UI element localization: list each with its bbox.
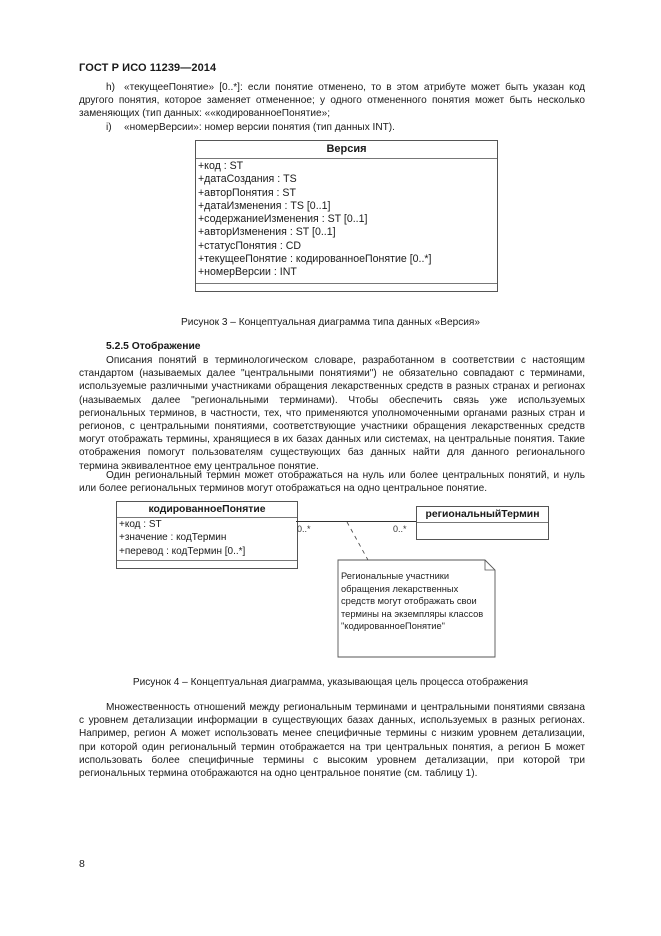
uml-operations [196, 284, 497, 291]
uml-attribute: +авторПонятия : ST [198, 186, 296, 199]
closing-paragraph: Множественность отношений между региональным терминами и центральными понятиями связана с уровнем детализации информации в существующих базах данных, используемых в разных регионах. Например, регион А может использовать менее специфичные термины с низким уровнем детализации, при которой один региональный термин отображается на три центральных понятия, а регион Б может использовать более специфичные термины с высоким уровнем детализации, при которой три региональных термина отображаются на одно центральное понятие (см. таблицу 1). [79, 702, 585, 780]
uml-operations [117, 561, 297, 568]
list-item-h [79, 81, 585, 121]
multiplicity-right: 0..* [393, 524, 407, 534]
uml-class-title: Версия [196, 141, 497, 159]
note-line: термины на экземпляры классов [341, 608, 484, 619]
uml-note-text [341, 570, 501, 633]
uml-attribute: +датаИзменения : TS [0..1] [198, 199, 331, 212]
uml-attribute: +код : ST [198, 160, 244, 172]
document-header: ГОСТ Р ИСО 11239—2014 [79, 62, 217, 74]
page-number: 8 [79, 858, 85, 870]
multiplicity-left: 0..* [297, 524, 311, 534]
uml-attribute: +текущееПонятие : кодированноеПонятие [0..*] [198, 253, 432, 266]
list-item-text: «номерВерсии»: номер версии понятия (тип данных INT). [124, 122, 395, 133]
note-line: средств могут отображать свои [341, 596, 477, 607]
list-marker: h) [106, 82, 115, 93]
uml-attribute: +статусПонятия : CD [198, 239, 302, 252]
uml-attribute: +значение : кодТермин [119, 532, 227, 544]
uml-attribute: +перевод : кодТермин [0..*] [119, 545, 246, 557]
uml-class-coded-concept [116, 501, 298, 569]
uml-class-version [195, 140, 498, 292]
uml-attribute: +содержаниеИзменения : ST [0..1] [198, 213, 368, 226]
note-line: "кодированноеПонятие" [341, 621, 445, 632]
uml-class-title: кодированноеПонятие [117, 502, 297, 518]
section-paragraph-2: Один региональный термин может отображаться на нуль или более центральных понятий, и нуль или более региональных терминов могут отображаться на одно центральное понятие. [79, 470, 585, 495]
note-anchor-line [347, 522, 368, 560]
note-line: Региональные участники [341, 571, 450, 581]
note-line: обращения лекарственных [341, 583, 459, 594]
figure-4-caption: Рисунок 4 – Концептуальная диаграмма, указывающая цель процесса отображения [132, 677, 529, 688]
uml-attribute: +код : ST [119, 519, 162, 530]
uml-attributes [117, 518, 297, 561]
uml-class-title: региональныйТермин [417, 507, 548, 523]
list-item-i [79, 121, 585, 134]
list-marker: i) [106, 122, 112, 133]
list-item-text: «текущееПонятие» [0..*]: если понятие отменено, то в этом атрибуте может быть указан код другого понятия, которое заменяет отмененное; у одного отмененного понятия может быть несколько заменяющих (тип данных: ««кодированноеПонятие»; [79, 82, 585, 120]
uml-attributes [196, 159, 497, 284]
uml-attribute: +датаСоздания : TS [198, 173, 297, 186]
figure-3-caption: Рисунок 3 – Концептуальная диаграмма типа данных «Версия» [180, 317, 480, 328]
uml-attribute: +авторИзменения : ST [0..1] [198, 226, 336, 239]
section-paragraph-1: Описания понятий в терминологическом словаре, разработанном в соответствии с настоящим стандартом (называемых далее "центральными понятиями") не обязательно совпадают с терминами, используемые различными участниками обращения лекарственных средств в разных странах и регионах (называемых далее "региональными терминами). Чтобы обеспечить связь уже используемых региональных терминов, в частности, тех, что применяются уполномоченными органами разных стран и регионов, с центральными понятиями, соответствующие участники обращения лекарственных средств могут отображать термины, хранящиеся в их базах данных или системах, на центральные понятия. Такие отображения помогут пользователям существующих баз данных найти для данного регионального термина эквивалентное ему центральное понятие. [79, 355, 585, 472]
uml-attribute: +номерВерсии : INT [198, 266, 297, 279]
section-heading: 5.2.5 Отображение [106, 341, 201, 352]
